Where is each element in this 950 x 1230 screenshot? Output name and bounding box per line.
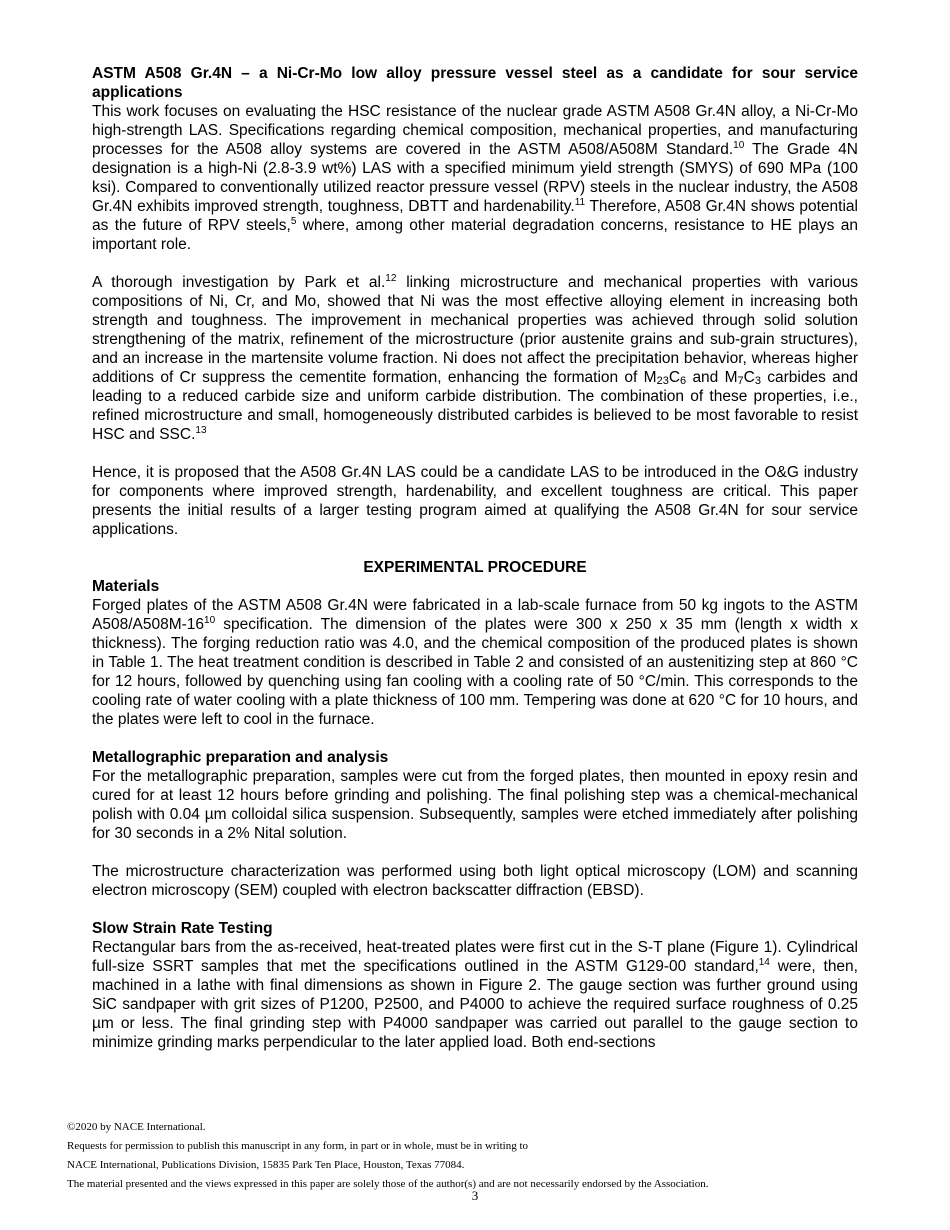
paragraph-ssrt: Rectangular bars from the as-received, heat-treated plates were first cut in the S-T plane (Figure 1). Cylindrical full-size SSRT samples that met the specifications outlined in the ASTM G129-00 standard,$^{14}$ were, then, machined in a lathe with final dimensions as shown in Figure 2. The gauge section was further ground using SiC sandpaper with grit sizes of P1200, P2500, and P4000 to achieve the required surface roughness of 0.25 µm or less. The final grinding step with P4000 sandpaper was carried out parallel to the gauge section to minimize grinding marks perpendicular to the later applied load. Both end-sections [92,939,858,1051]
paragraph-park-investigation: A thorough investigation by Park et al.$^{12}$ linking microstructure and mechanical properties with various compositions of Ni, Cr, and Mo, showed that Ni was the most effective alloying element in increasing both strength and toughness. The improvement in mechanical properties was achieved through solid solution strengthening of the matrix, refinement of the microstructure (prior austenite grains and sub-grain structures), and an increase in the martensite volume fraction. Ni does not affect the precipitation behavior, whereas higher additions of Cr suppress the cementite formation, enhancing the formation of $M_{23}C_6$ and $M_7C_3$ carbides and leading to a reduced carbide size and uniform carbide distribution. The combination of these properties, i.e., refined microstructure and small, homogeneously distributed carbides is believed to be most favorable to resist HSC and SSC.$^{13}$ [92,273,858,443]
page-number: 3 [471,1188,479,1203]
reference-superscript: 5 [290,216,297,227]
paragraph-a508-overview: This work focuses on evaluating the HSC resistance of the nuclear grade ASTM A508 Gr.4N alloy, a Ni-Cr-Mo high-strength LAS. Specifications regarding chemical composition, mechanical properties, and manufacturing processes for the A508 alloy systems are covered in the ASTM A508/A508M Standard.$^{10}$ The Grade 4N designation is a high-Ni (2.8-3.9 wt%) LAS with a specified minimum yield strength (SMYS) of 690 MPa (100 ksi). Compared to conventionally utilized reactor pressure vessel (RPV) steels in the nuclear industry, the A508 Gr.4N exhibits improved strength, toughness, DBTT and hardenability.$^{11}$ Therefore, A508 Gr.4N shows potential as the future of RPV steels,$^5$ where, among other material degradation concerns, resistance to HE plays an important role. [92,103,858,253]
subheading-metallographic: Metallographic preparation and analysis [92,749,389,766]
subheading-ssrt: Slow Strain Rate Testing [92,920,273,937]
page-body [92,64,858,1052]
footer-copyright: ©2020 by NACE International. [67,1121,206,1133]
reference-superscript: 12 [385,273,397,284]
footer-permission-line: Requests for permission to publish this manuscript in any form, in part or in whole, must be in writing to [67,1140,529,1152]
reference-superscript: 11 [574,197,586,208]
footer-address-line: NACE International, Publications Division, 15835 Park Ten Place, Houston, Texas 77084. [67,1159,465,1171]
paragraph-proposal: Hence, it is proposed that the A508 Gr.4N LAS could be a candidate LAS to be introduced in the O&G industry for components where improved strength, hardenability, and excellent toughness are critical. This paper presents the initial results of a larger testing program aimed at qualifying the A508 Gr.4N for sour service applications. [92,464,858,538]
footer-disclaimer-line: The material presented and the views expressed in this paper are solely those of the author(s) and are not necessarily endorsed by the Association. [67,1178,709,1190]
section-title-experimental: EXPERIMENTAL PROCEDURE [363,559,587,576]
reference-superscript: 14 [758,957,770,968]
paragraph-microstructure-characterization: The microstructure characterization was performed using both light optical microscopy (LOM) and scanning electron microscopy (SEM) coupled with electron backscatter diffraction (EBSD). [92,863,858,899]
page-footer [67,1118,887,1194]
paragraph-materials: Forged plates of the ASTM A508 Gr.4N were fabricated in a lab-scale furnace from 50 kg ingots to the ASTM $A508/A508M-16^{10}$ specification. The dimension of the plates were 300 x 250 x 35 mm (length x width x thickness). The forging reduction ratio was 4.0, and the chemical composition of the produced plates is shown in Table 1. The heat treatment condition is described in Table 2 and consisted of an austenitizing step at 860 °C for 12 hours, followed by quenching using fan cooling with a cooling rate of 50 °C/min. This corresponds to the cooling rate of water cooling with a plate thickness of 100 mm. Tempering was done at 620 °C for 10 hours, and the plates were left to cool in the furnace. [92,597,858,728]
reference-superscript: 13 [195,425,207,436]
paragraph-metallographic-prep: For the metallographic preparation, samples were cut from the forged plates, then mounted in epoxy resin and cured for at least 12 hours before grinding and polishing. The final polishing step was a chemical-mechanical polish with 0.04 µm colloidal silica suspension. Subsequently, samples were etched immediately after polishing for 30 seconds in a 2% Nital solution. [92,768,858,842]
section-heading-a508: ASTM A508 Gr.4N – a Ni-Cr-Mo low alloy pressure vessel steel as a candidate for sour service applications [92,65,858,101]
reference-superscript: 10 [204,615,216,626]
reference-superscript: 10 [733,140,745,151]
subheading-materials: Materials [92,578,160,595]
